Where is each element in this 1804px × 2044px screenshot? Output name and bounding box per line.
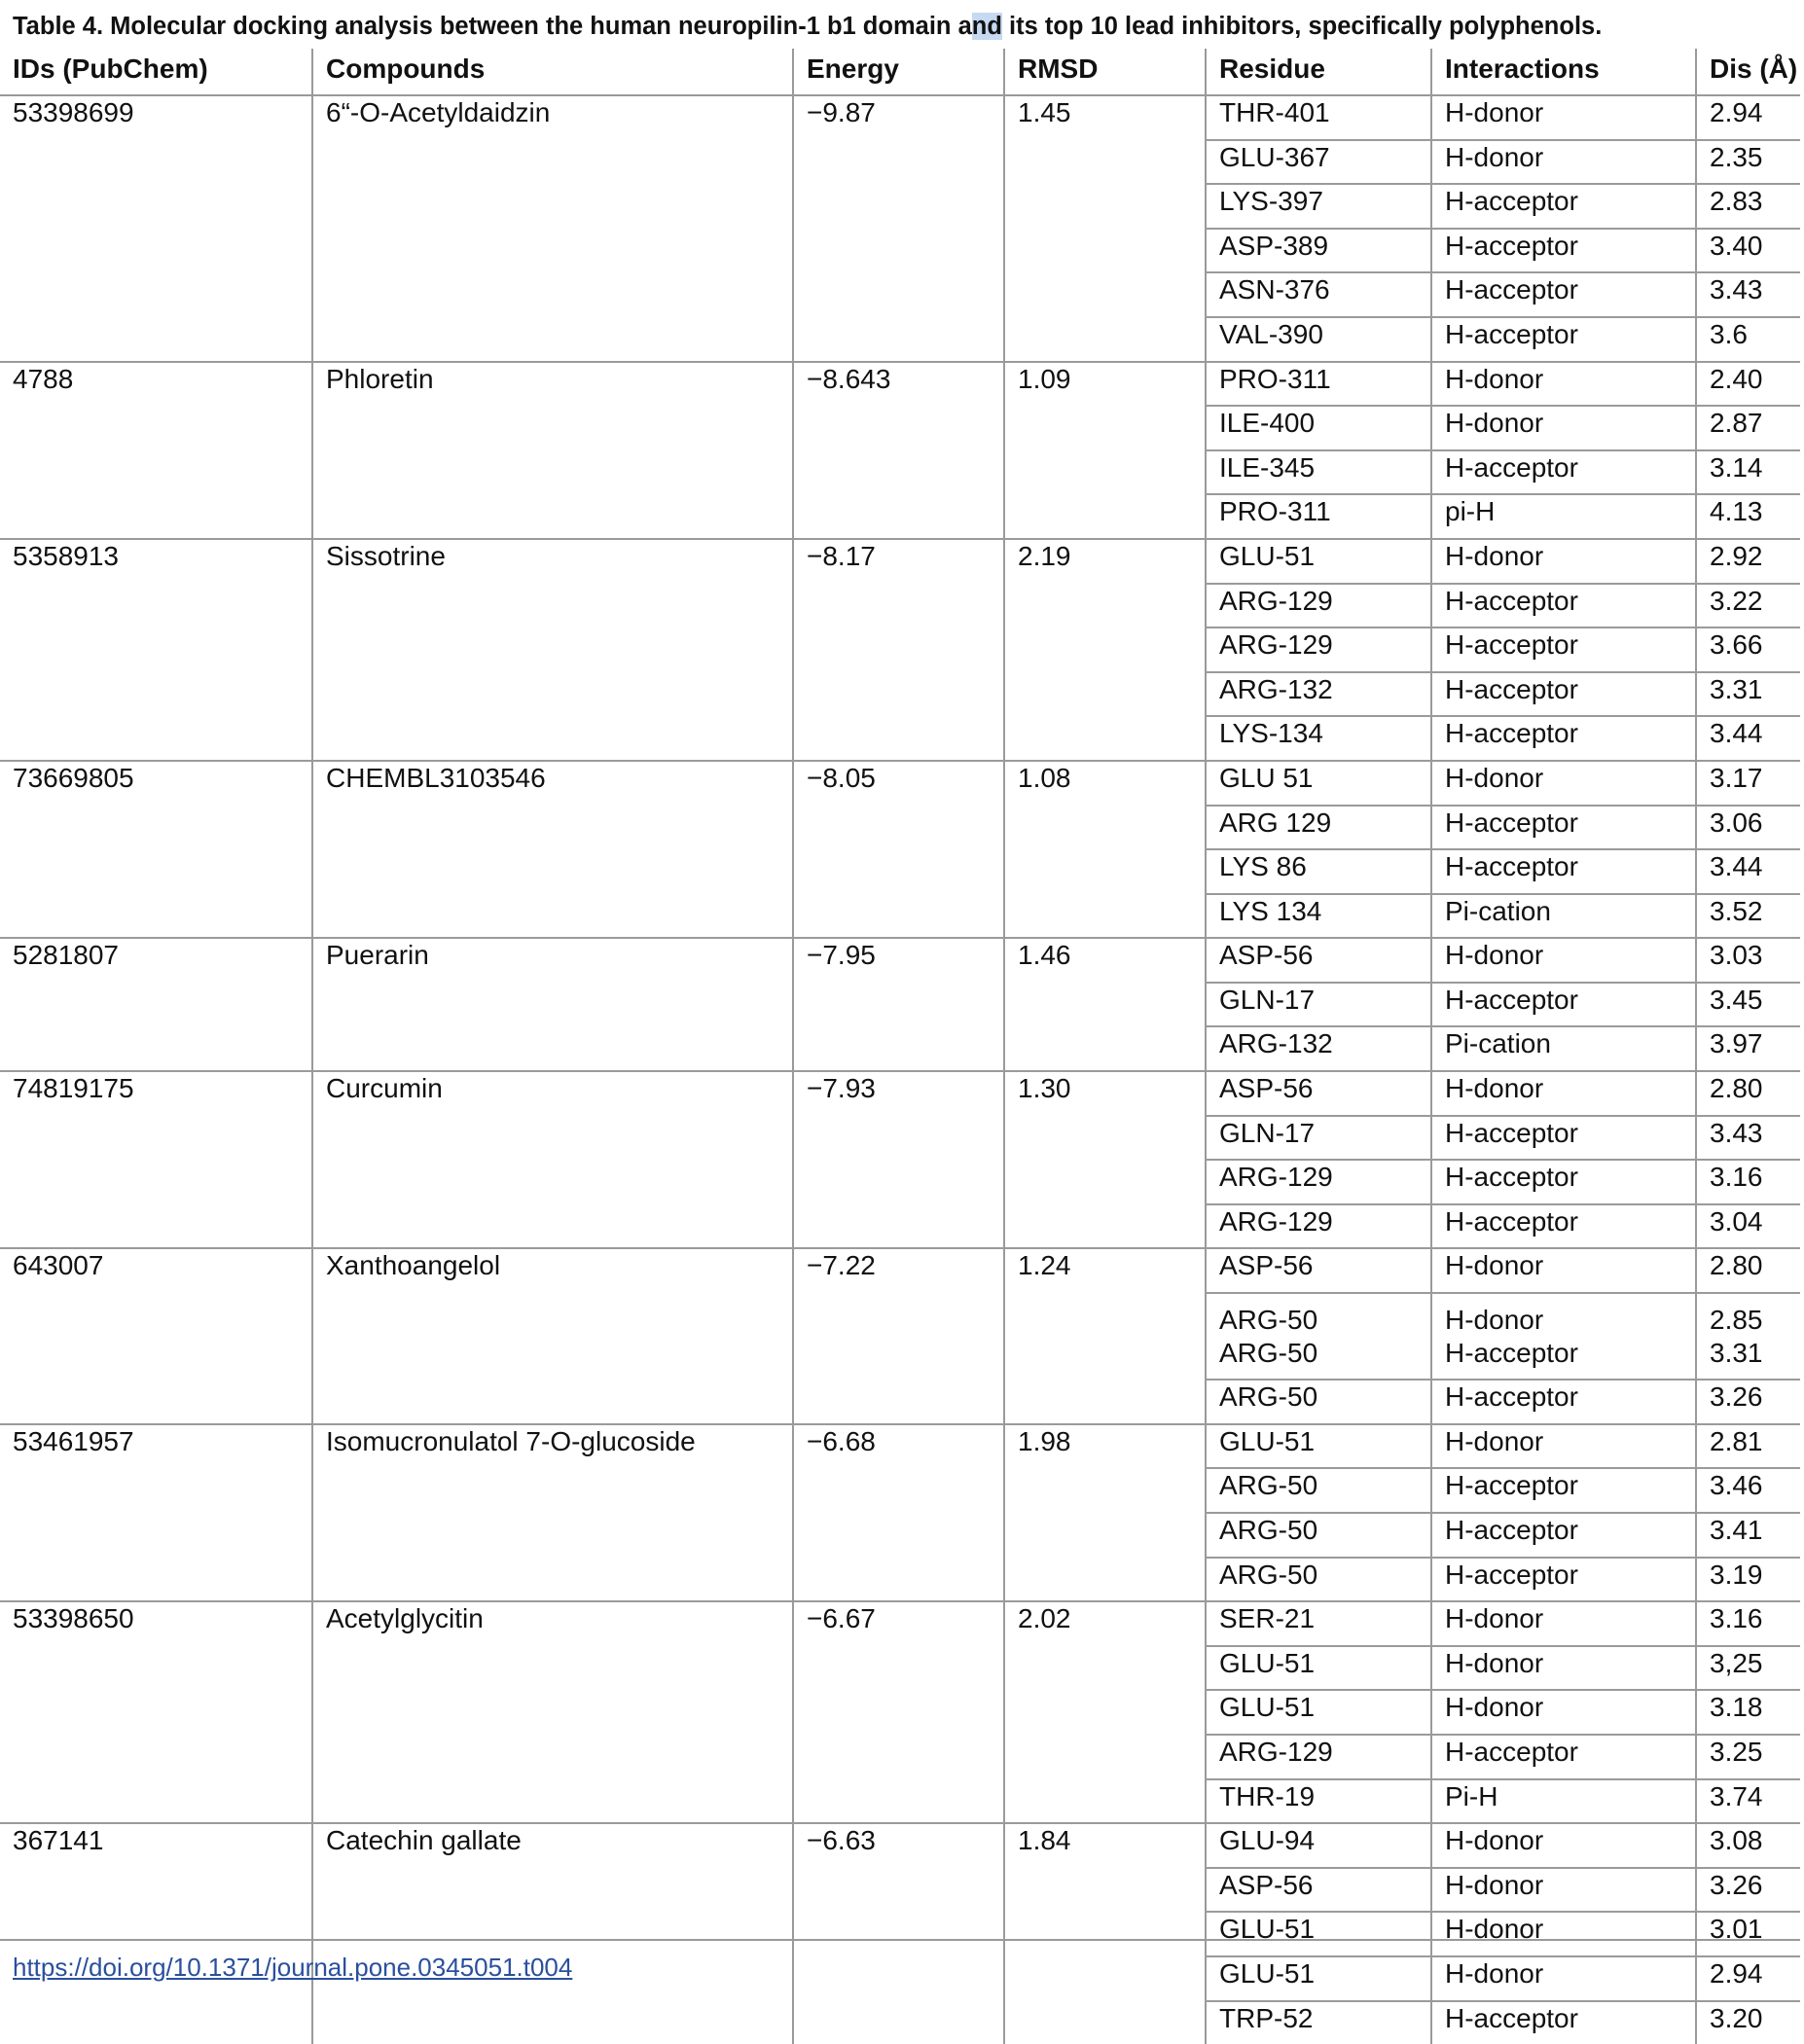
distance: 2.83 <box>1696 184 1800 229</box>
table-row <box>0 95 1800 140</box>
interaction-type: H-donor <box>1431 1912 1696 1956</box>
residue: GLU-51 <box>1206 539 1431 584</box>
compound-name: Sissotrine <box>312 539 793 761</box>
residue: THR-19 <box>1206 1779 1431 1824</box>
distance: 3.16 <box>1696 1160 1800 1204</box>
rmsd-value: 1.45 <box>1004 95 1206 362</box>
distance: 2.80 <box>1696 1071 1800 1116</box>
table-row <box>0 362 1800 407</box>
binding-energy: −8.643 <box>793 362 1004 539</box>
interaction-type: H-donor <box>1431 1071 1696 1116</box>
distance: 3.22 <box>1696 584 1800 628</box>
table-row <box>0 938 1800 983</box>
residue: ARG-50 <box>1206 1380 1431 1424</box>
distance: 2.87 <box>1696 406 1800 450</box>
residue: GLN-17 <box>1206 983 1431 1027</box>
interaction-type: H-acceptor <box>1431 1380 1696 1424</box>
residue: ASP-56 <box>1206 1868 1431 1913</box>
residue: ILE-400 <box>1206 406 1431 450</box>
interaction-type: H-donor <box>1431 1823 1696 1868</box>
residue: LYS-397 <box>1206 184 1431 229</box>
rmsd-value: 1.46 <box>1004 938 1206 1071</box>
residue: GLU-51 <box>1206 1646 1431 1691</box>
pubchem-id: 643007 <box>0 1248 312 1423</box>
interaction-type: H-acceptor <box>1431 628 1696 672</box>
binding-energy: −9.87 <box>793 95 1004 362</box>
distance: 2.94 <box>1696 95 1800 140</box>
interaction-type: H-donor <box>1431 539 1696 584</box>
residue: LYS 134 <box>1206 894 1431 939</box>
residue: LYS-134 <box>1206 716 1431 761</box>
residue: GLU-51 <box>1206 1956 1431 2001</box>
interaction-type: H-acceptor <box>1431 272 1696 317</box>
residue: PRO-311 <box>1206 494 1431 539</box>
header-energy: Energy <box>793 49 1004 95</box>
interaction-type: Pi-cation <box>1431 1026 1696 1071</box>
residue: ASP-56 <box>1206 938 1431 983</box>
distance: 2.94 <box>1696 1956 1800 2001</box>
distance: 3.97 <box>1696 1026 1800 1071</box>
residue: LYS 86 <box>1206 849 1431 894</box>
interaction-type: H-acceptor <box>1431 184 1696 229</box>
interaction-type: H-acceptor <box>1431 584 1696 628</box>
distance: 2.92 <box>1696 539 1800 584</box>
header-interactions: Interactions <box>1431 49 1696 95</box>
interaction-type: H-acceptor <box>1431 672 1696 717</box>
distance: 3.16 <box>1696 1601 1800 1646</box>
interaction-type: H-donor <box>1431 761 1696 806</box>
interaction-type: H-acceptor <box>1431 806 1696 850</box>
distance: 3.14 <box>1696 450 1800 495</box>
distance: 2.40 <box>1696 362 1800 407</box>
distance: 3.19 <box>1696 1558 1800 1602</box>
table-row <box>0 1601 1800 1646</box>
interaction-type: H-acceptor <box>1431 1337 1696 1381</box>
interaction-type: H-donor <box>1431 406 1696 450</box>
compound-name: Xanthoangelol <box>312 1248 793 1423</box>
distance: 3.52 <box>1696 894 1800 939</box>
table-row <box>0 1248 1800 1293</box>
residue: ASP-389 <box>1206 229 1431 273</box>
distance: 3,25 <box>1696 1646 1800 1691</box>
binding-energy: −8.05 <box>793 761 1004 938</box>
residue: ARG-50 <box>1206 1468 1431 1513</box>
table-caption <box>13 8 1793 45</box>
binding-energy: −8.17 <box>793 539 1004 761</box>
pubchem-id: 53398699 <box>0 95 312 362</box>
residue: GLU-94 <box>1206 1823 1431 1868</box>
interaction-type: H-acceptor <box>1431 450 1696 495</box>
distance: 3.31 <box>1696 672 1800 717</box>
distance: 3.26 <box>1696 1380 1800 1424</box>
residue: GLU-51 <box>1206 1424 1431 1469</box>
compound-name: Curcumin <box>312 1071 793 1248</box>
binding-energy: −6.67 <box>793 1601 1004 1823</box>
interaction-type: H-acceptor <box>1431 1735 1696 1779</box>
residue: ARG 129 <box>1206 806 1431 850</box>
distance: 2.81 <box>1696 1424 1800 1469</box>
pubchem-id: 74819175 <box>0 1071 312 1248</box>
interaction-type: H-acceptor <box>1431 1116 1696 1161</box>
residue: GLU-51 <box>1206 1690 1431 1735</box>
residue: ARG-50 <box>1206 1293 1431 1337</box>
pubchem-id: 4788 <box>0 362 312 539</box>
rmsd-value: 1.24 <box>1004 1248 1206 1423</box>
interaction-type: H-acceptor <box>1431 1468 1696 1513</box>
pubchem-id: 367141 <box>0 1823 312 2044</box>
residue: ARG-129 <box>1206 1160 1431 1204</box>
residue: ARG-129 <box>1206 1204 1431 1249</box>
interaction-type: H-acceptor <box>1431 1160 1696 1204</box>
residue: ARG-132 <box>1206 1026 1431 1071</box>
residue: ASN-376 <box>1206 272 1431 317</box>
pubchem-id: 53461957 <box>0 1424 312 1601</box>
compound-name: CHEMBL3103546 <box>312 761 793 938</box>
residue: VAL-390 <box>1206 317 1431 362</box>
distance: 3.04 <box>1696 1204 1800 1249</box>
interaction-type: H-donor <box>1431 1868 1696 1913</box>
docking-table <box>0 49 1800 2044</box>
pubchem-id: 73669805 <box>0 761 312 938</box>
interaction-type: H-acceptor <box>1431 983 1696 1027</box>
interaction-type: pi-H <box>1431 494 1696 539</box>
residue: TRP-52 <box>1206 2001 1431 2044</box>
distance: 3.08 <box>1696 1823 1800 1868</box>
residue: GLN-17 <box>1206 1116 1431 1161</box>
binding-energy: −7.93 <box>793 1071 1004 1248</box>
distance: 3.31 <box>1696 1337 1800 1381</box>
doi-link[interactable]: https://doi.org/10.1371/journal.pone.0345051.t004 <box>13 1953 573 1982</box>
residue: GLU 51 <box>1206 761 1431 806</box>
residue: ARG-129 <box>1206 628 1431 672</box>
binding-energy: −6.68 <box>793 1424 1004 1601</box>
interaction-type: H-acceptor <box>1431 2001 1696 2044</box>
interaction-type: H-acceptor <box>1431 229 1696 273</box>
distance: 3.45 <box>1696 983 1800 1027</box>
distance: 3.44 <box>1696 716 1800 761</box>
distance: 2.85 <box>1696 1293 1800 1337</box>
binding-energy: −7.22 <box>793 1248 1004 1423</box>
distance: 3.20 <box>1696 2001 1800 2044</box>
distance: 2.80 <box>1696 1248 1800 1293</box>
interaction-type: H-acceptor <box>1431 1513 1696 1558</box>
interaction-type: H-acceptor <box>1431 1204 1696 1249</box>
distance: 3.44 <box>1696 849 1800 894</box>
rmsd-value: 1.84 <box>1004 1823 1206 2044</box>
binding-energy: −7.95 <box>793 938 1004 1071</box>
interaction-type: H-donor <box>1431 1248 1696 1293</box>
table-row <box>0 539 1800 584</box>
compound-name: Acetylglycitin <box>312 1601 793 1823</box>
caption-text: Molecular docking analysis between the human neuropilin-1 b1 domain and its top 10 lead inhibitors, specifically polyphenols. <box>110 13 1603 40</box>
rmsd-value: 1.98 <box>1004 1424 1206 1601</box>
interaction-type: H-donor <box>1431 95 1696 140</box>
interaction-type: Pi-H <box>1431 1779 1696 1824</box>
distance: 3.17 <box>1696 761 1800 806</box>
residue: ARG-129 <box>1206 1735 1431 1779</box>
pubchem-id: 53398650 <box>0 1601 312 1823</box>
text-selection-highlight[interactable]: nd <box>971 13 1002 40</box>
residue: ARG-132 <box>1206 672 1431 717</box>
binding-energy: −6.63 <box>793 1823 1004 2044</box>
residue: GLU-51 <box>1206 1912 1431 1956</box>
distance: 3.26 <box>1696 1868 1800 1913</box>
interaction-type: H-donor <box>1431 362 1696 407</box>
residue: ARG-129 <box>1206 584 1431 628</box>
caption-label: Table 4. <box>13 13 104 40</box>
distance: 3.41 <box>1696 1513 1800 1558</box>
header-compounds: Compounds <box>312 49 793 95</box>
distance: 2.35 <box>1696 140 1800 185</box>
distance: 3.25 <box>1696 1735 1800 1779</box>
residue: ARG-50 <box>1206 1337 1431 1381</box>
rmsd-value: 1.30 <box>1004 1071 1206 1248</box>
table-row <box>0 1424 1800 1469</box>
distance: 3.66 <box>1696 628 1800 672</box>
rmsd-value: 2.02 <box>1004 1601 1206 1823</box>
distance: 3.06 <box>1696 806 1800 850</box>
distance: 3.40 <box>1696 229 1800 273</box>
pubchem-id: 5358913 <box>0 539 312 761</box>
interaction-type: Pi-cation <box>1431 894 1696 939</box>
interaction-type: H-acceptor <box>1431 716 1696 761</box>
header-rmsd: RMSD <box>1004 49 1206 95</box>
residue: GLU-367 <box>1206 140 1431 185</box>
table-bottom-rule <box>0 1939 1800 1941</box>
residue: ARG-50 <box>1206 1513 1431 1558</box>
distance: 3.46 <box>1696 1468 1800 1513</box>
interaction-type: H-donor <box>1431 1424 1696 1469</box>
compound-name: Phloretin <box>312 362 793 539</box>
table-row <box>0 761 1800 806</box>
interaction-type: H-donor <box>1431 1601 1696 1646</box>
distance: 3.43 <box>1696 1116 1800 1161</box>
interaction-type: H-donor <box>1431 1293 1696 1337</box>
interaction-type: H-donor <box>1431 1956 1696 2001</box>
interaction-type: H-donor <box>1431 1646 1696 1691</box>
rmsd-value: 1.08 <box>1004 761 1206 938</box>
interaction-type: H-acceptor <box>1431 1558 1696 1602</box>
interaction-type: H-donor <box>1431 938 1696 983</box>
residue: ARG-50 <box>1206 1558 1431 1602</box>
residue: ASP-56 <box>1206 1248 1431 1293</box>
rmsd-value: 2.19 <box>1004 539 1206 761</box>
compound-name: Puerarin <box>312 938 793 1071</box>
distance: 3.43 <box>1696 272 1800 317</box>
residue: THR-401 <box>1206 95 1431 140</box>
residue: ASP-56 <box>1206 1071 1431 1116</box>
residue: PRO-311 <box>1206 362 1431 407</box>
compound-name: Isomucronulatol 7-O-glucoside <box>312 1424 793 1601</box>
residue: SER-21 <box>1206 1601 1431 1646</box>
interaction-type: H-donor <box>1431 1690 1696 1735</box>
header-residue: Residue <box>1206 49 1431 95</box>
table-row <box>0 1071 1800 1116</box>
interaction-type: H-acceptor <box>1431 317 1696 362</box>
rmsd-value: 1.09 <box>1004 362 1206 539</box>
distance: 3.6 <box>1696 317 1800 362</box>
distance: 3.03 <box>1696 938 1800 983</box>
pubchem-id: 5281807 <box>0 938 312 1071</box>
table-row <box>0 1823 1800 1868</box>
residue: ILE-345 <box>1206 450 1431 495</box>
distance: 3.74 <box>1696 1779 1800 1824</box>
table-header-row <box>0 49 1800 95</box>
header-distance: Dis (Å) <box>1696 49 1800 95</box>
header-ids: IDs (PubChem) <box>0 49 312 95</box>
compound-name: Catechin gallate <box>312 1823 793 2044</box>
interaction-type: H-acceptor <box>1431 849 1696 894</box>
distance: 3.18 <box>1696 1690 1800 1735</box>
distance: 3.01 <box>1696 1912 1800 1956</box>
compound-name: 6“-O-Acetyldaidzin <box>312 95 793 362</box>
table-body <box>0 95 1800 2044</box>
distance: 4.13 <box>1696 494 1800 539</box>
interaction-type: H-donor <box>1431 140 1696 185</box>
